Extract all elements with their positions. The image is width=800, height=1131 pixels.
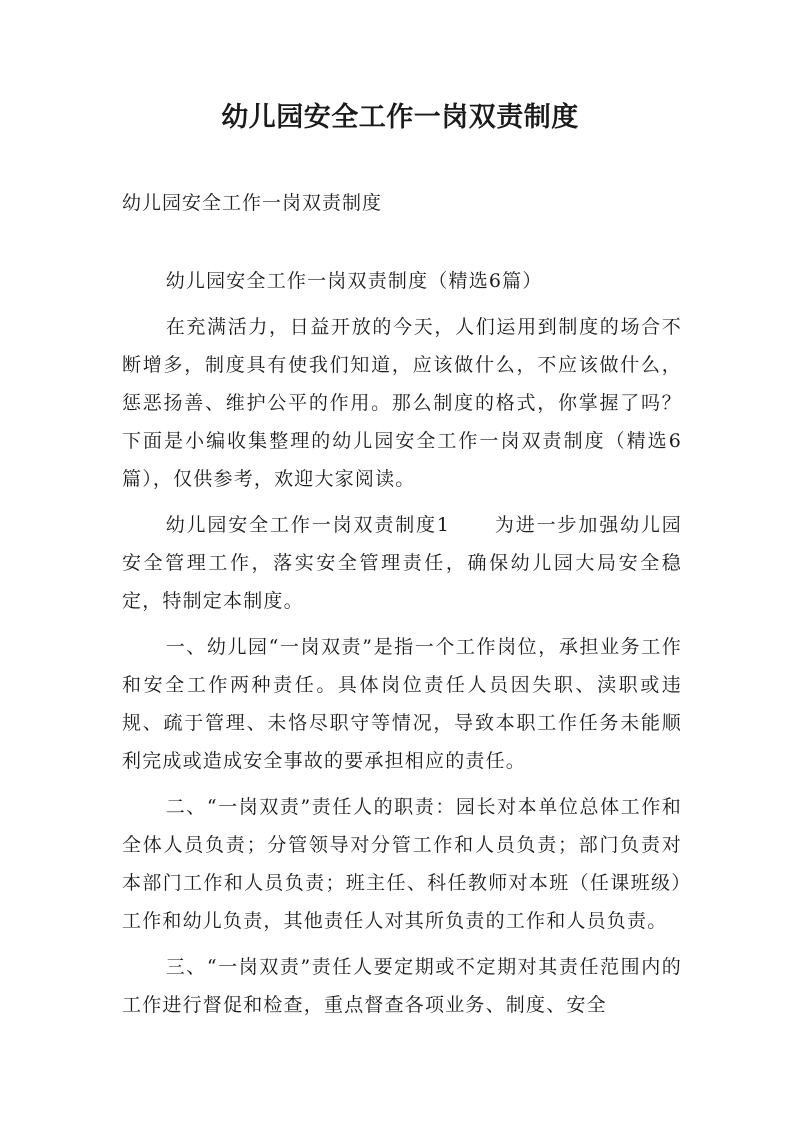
document-title: 幼儿园安全工作一岗双责制度 bbox=[221, 102, 579, 133]
paragraph-intro-heading: 幼儿园安全工作一岗双责制度（精选6篇） bbox=[165, 270, 543, 292]
paragraph-clause-2: 二、“一岗双责”责任人的职责：园长对本单位总体工作和全体人员负责；分管领导对分管工作和人员负责；部门负责对本部门工作和人员负责；班主任、科任教师对本班（任课班级）工作和幼儿负责，其他责任人对其所负责的工作和人员负责。 bbox=[122, 796, 682, 932]
document-subtitle: 幼儿园安全工作一岗双责制度 bbox=[122, 192, 383, 214]
document-body bbox=[122, 262, 682, 1032]
section-1-text: 为进一步加强幼儿园安全管理工作，落实安全管理责任，确保幼儿园大局安全稳定，特制定本制度。 bbox=[122, 514, 682, 612]
paragraph-section-1 bbox=[122, 506, 682, 620]
paragraph-clause-1: 一、幼儿园“一岗双责”是指一个工作岗位，承担业务工作和安全工作两种责任。具体岗位责任人员因失职、渎职或违规、疏于管理、未恪尽职守等情况，导致本职工作任务未能顺利完成或造成安全事故的要承担相应的责任。 bbox=[122, 636, 682, 772]
section-1-heading: 幼儿园安全工作一岗双责制度1 bbox=[165, 514, 451, 536]
paragraph-intro: 在充满活力，日益开放的今天，人们运用到制度的场合不断增多，制度具有使我们知道，应该做什么，不应该做什么，惩恶扬善、维护公平的作用。那么制度的格式，你掌握了吗？下面是小编收集整理的幼儿园安全工作一岗双责制度（精选6篇），仅供参考，欢迎大家阅读。 bbox=[122, 316, 682, 490]
paragraph-clause-3: 三、“一岗双责”责任人要定期或不定期对其责任范围内的工作进行督促和检查，重点督查各项业务、制度、安全 bbox=[122, 956, 682, 1016]
